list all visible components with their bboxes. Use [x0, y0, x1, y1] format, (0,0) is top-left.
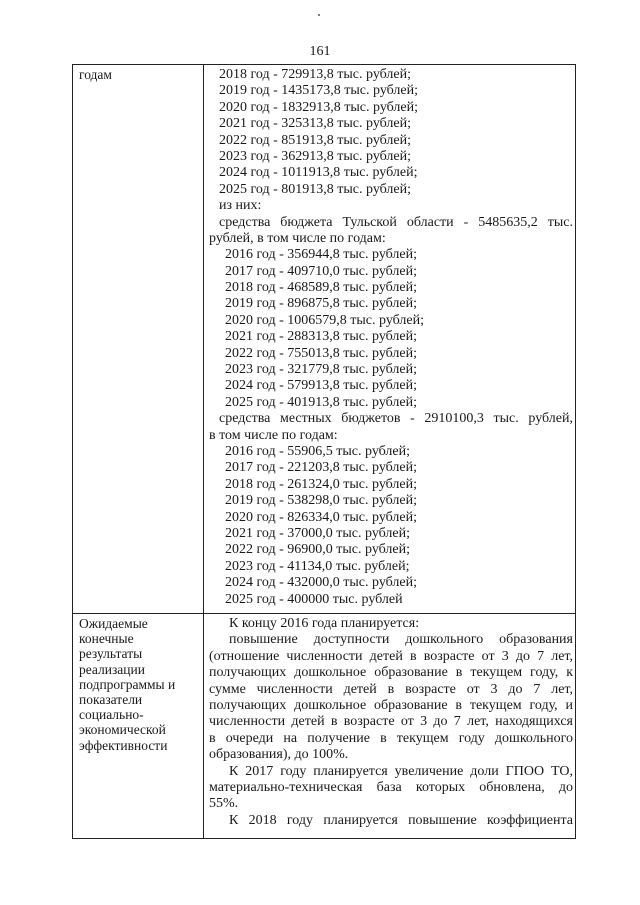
row-divider: [73, 613, 575, 614]
funding-line: 2023 год - 362913,8 тыс. рублей;: [219, 148, 412, 164]
row2-right-cell: [209, 616, 573, 829]
funding-line: 2022 год - 755013,8 тыс. рублей;: [225, 345, 418, 361]
funding-line: 2024 год - 432000,0 тыс. рублей;: [225, 575, 418, 591]
results-line: сумме численности детей в возрасте от 3 до 7 лет,: [209, 681, 573, 697]
results-line: повышение доступности дошкольного образования: [229, 632, 573, 648]
scan-speck: [318, 14, 320, 16]
funding-line: 2017 год - 409710,0 тыс. рублей;: [225, 263, 418, 279]
funding-line: 2021 год - 288313,8 тыс. рублей;: [225, 329, 418, 345]
funding-line: 2018 год - 261324,0 тыс. рублей;: [225, 476, 418, 492]
funding-line: 2020 год - 1832913,8 тыс. рублей;: [219, 99, 419, 115]
funding-line: 2020 год - 826334,0 тыс. рублей;: [225, 509, 418, 525]
funding-line: 2022 год - 851913,8 тыс. рублей;: [219, 132, 412, 148]
row2-left-line: результаты: [79, 646, 143, 662]
results-line: К концу 2016 года планируется:: [229, 616, 420, 631]
results-line: образования), до 100%.: [209, 747, 349, 763]
results-line: К 2017 году планируется увеличение доли ГПОО ТО,: [229, 763, 573, 779]
funding-line: 2025 год - 801913,8 тыс. рублей;: [219, 181, 412, 197]
funding-line: 2016 год - 356944,8 тыс. рублей;: [225, 247, 418, 263]
column-divider: [203, 65, 204, 838]
results-line: материально-техническая база которых обновлена, до: [209, 779, 573, 795]
row1-left-label: годам: [79, 67, 112, 82]
page-number: 161: [309, 44, 331, 59]
row2-left-line: конечные: [79, 631, 134, 647]
results-line: получающих дошкольное образование в текущем году, к: [209, 665, 573, 681]
funding-line: 2022 год - 96900,0 тыс. рублей;: [225, 542, 411, 558]
subprogram-table: [72, 64, 576, 839]
row2-left-line: эффективности: [79, 737, 168, 753]
funding-line: 2023 год - 41134,0 тыс. рублей;: [225, 558, 410, 574]
funding-line: 2019 год - 538298,0 тыс. рублей;: [225, 493, 418, 509]
row2-left-line: социально-: [79, 707, 144, 723]
funding-line: 2020 год - 1006579,8 тыс. рублей;: [225, 312, 425, 328]
funding-line: 2021 год - 37000,0 тыс. рублей;: [225, 525, 411, 541]
funding-line: 2016 год - 55906,5 тыс. рублей;: [225, 443, 411, 459]
row1-left-cell: [79, 67, 201, 82]
row1-right-cell: [209, 67, 573, 608]
results-line: (отношение численности детей в возрасте от 3 до 7 лет,: [209, 648, 573, 664]
funding-line: 2025 год - 400000 тыс. рублей: [225, 591, 403, 607]
row2-left-line: реализации: [79, 661, 145, 677]
regional-budget-line: рублей, в том числе по годам:: [209, 230, 386, 246]
results-line: получающих дошкольное образование в текущем году, и: [209, 697, 573, 713]
results-line: К 2018 году планируется повышение коэффициента: [229, 812, 573, 828]
local-budget-line: в том числе по годам:: [209, 427, 338, 443]
row2-left-line: показатели: [79, 692, 143, 708]
funding-line: 2025 год - 401913,8 тыс. рублей;: [225, 394, 418, 410]
funding-line: 2018 год - 468589,8 тыс. рублей;: [225, 280, 418, 296]
results-line: в очереди на получение в текущем году дошкольного: [209, 730, 573, 746]
funding-line: 2024 год - 1011913,8 тыс. рублей;: [219, 165, 418, 181]
funding-line: 2018 год - 729913,8 тыс. рублей;: [219, 67, 412, 82]
funding-line: 2021 год - 325313,8 тыс. рублей;: [219, 116, 412, 132]
row2-left-line: экономической: [79, 722, 166, 738]
local-budget-line: средства местных бюджетов - 2910100,3 тыс. рублей,: [219, 411, 573, 427]
funding-line: 2024 год - 579913,8 тыс. рублей;: [225, 378, 418, 394]
row2-left-line: подпрограммы и: [79, 676, 176, 692]
results-line: численности детей в возрасте от 3 до 7 лет, находящихся: [209, 714, 573, 730]
funding-subheading: из них:: [219, 198, 262, 214]
results-line: 55%.: [209, 796, 239, 812]
regional-budget-line: средства бюджета Тульской области - 5485635,2 тыс.: [219, 214, 573, 230]
funding-line: 2017 год - 221203,8 тыс. рублей;: [225, 460, 418, 476]
funding-line: 2019 год - 896875,8 тыс. рублей;: [225, 296, 418, 312]
row2-left-cell: [79, 616, 201, 753]
row2-left-line: Ожидаемые: [79, 616, 148, 631]
funding-line: 2023 год - 321779,8 тыс. рублей;: [225, 362, 418, 378]
funding-line: 2019 год - 1435173,8 тыс. рублей;: [219, 83, 419, 99]
